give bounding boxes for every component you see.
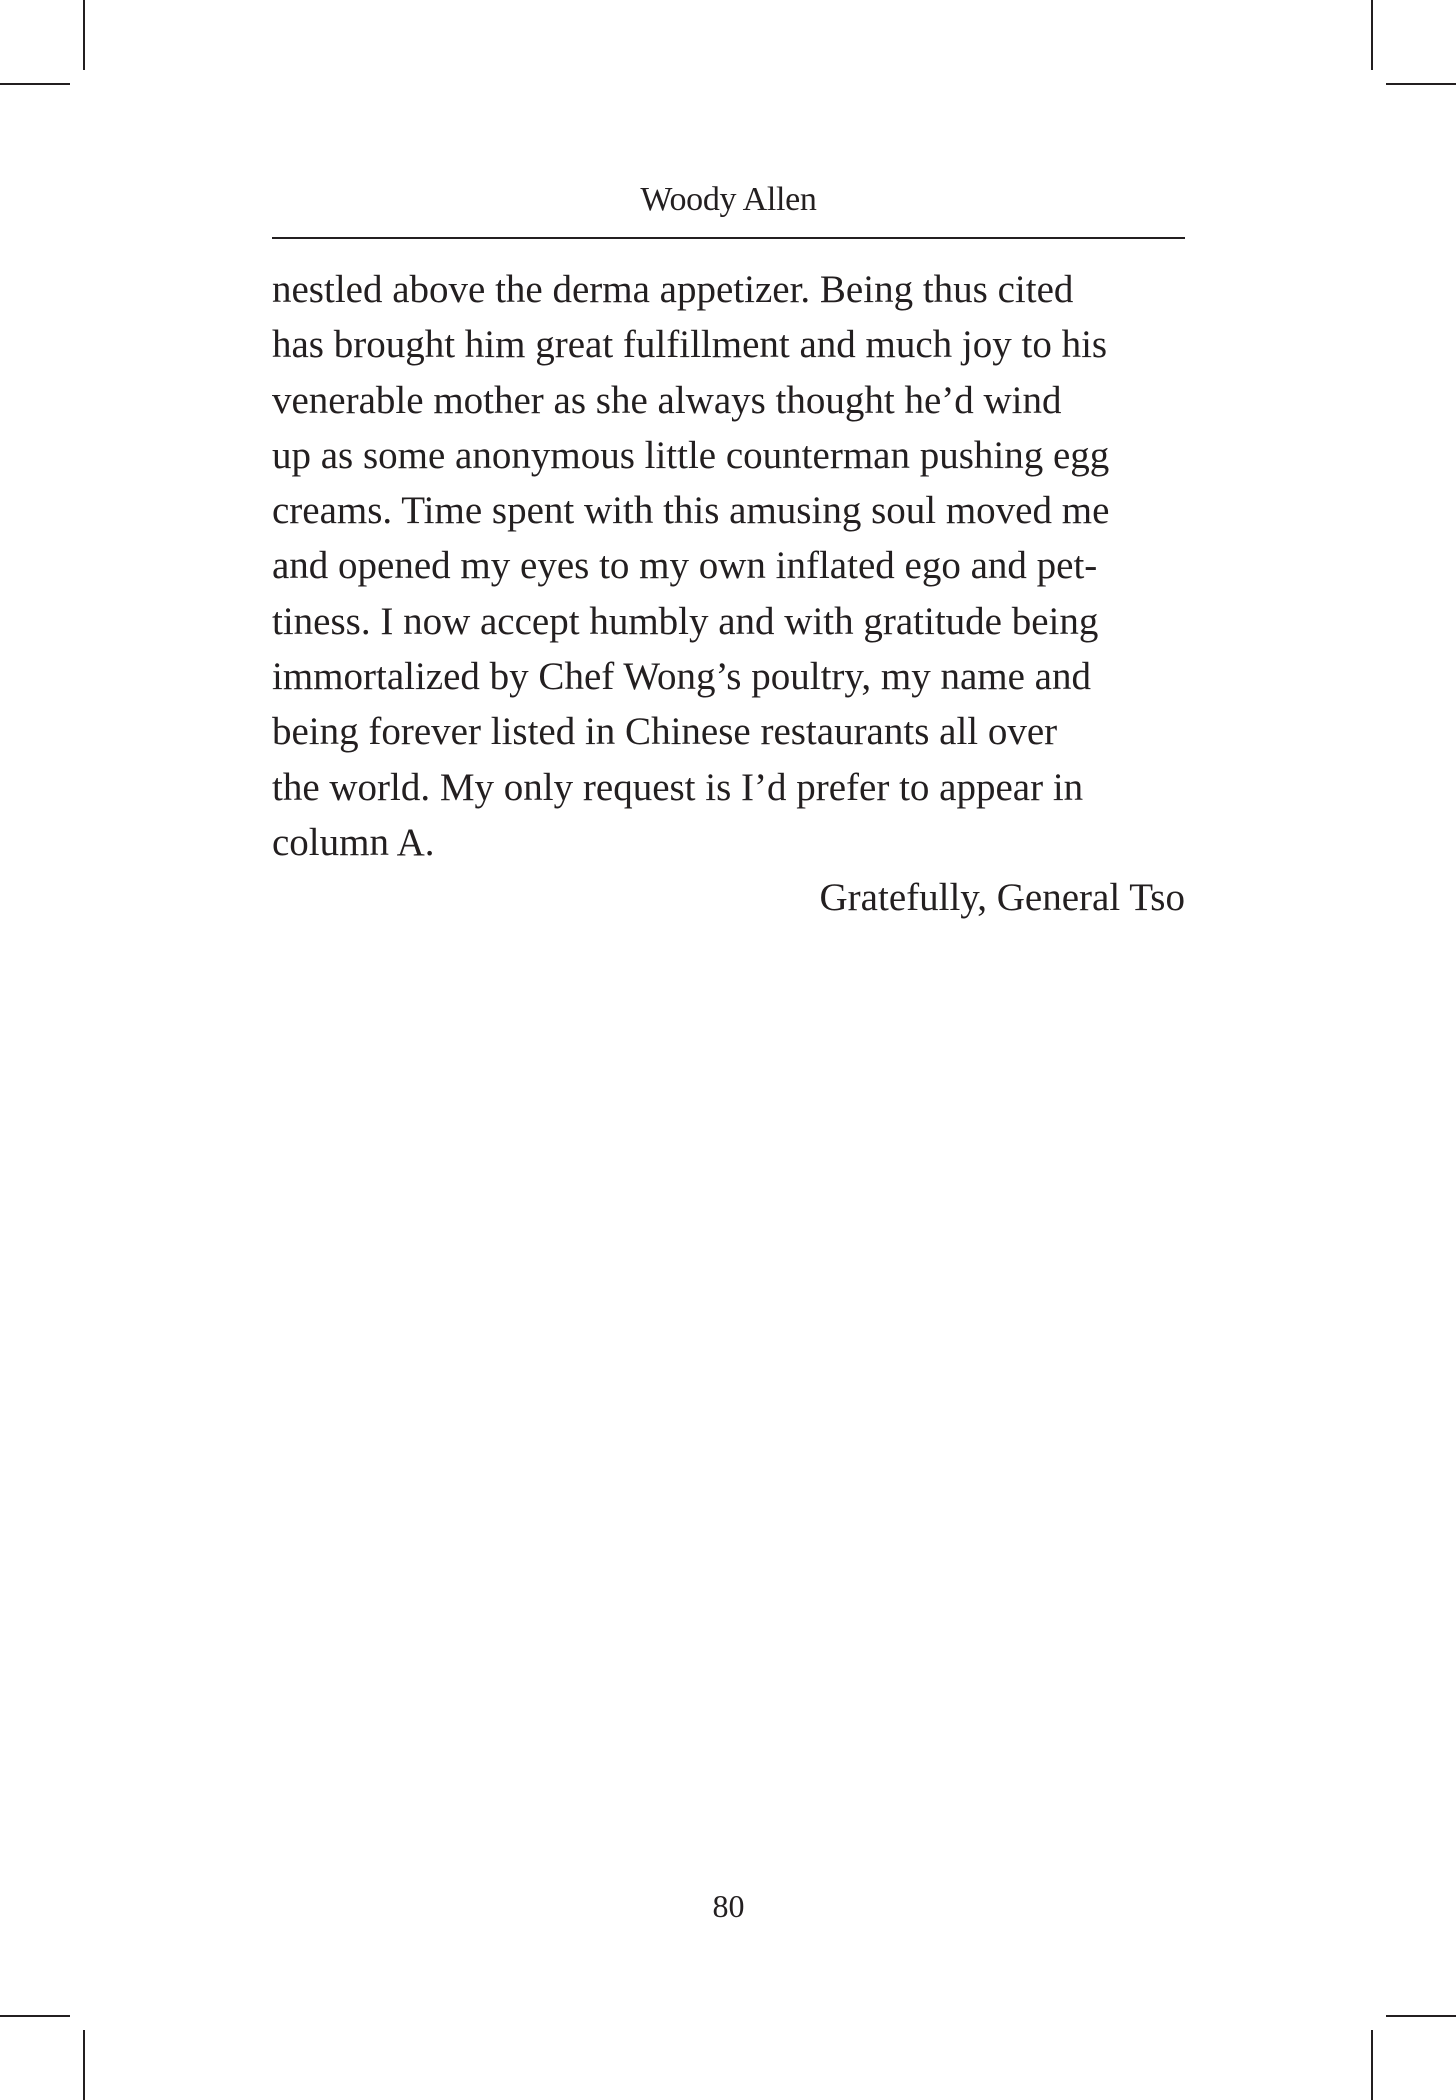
- body-line: tiness. I now accept humbly and with gratitude being: [272, 599, 1099, 643]
- body-line: the world. My only request is I’d prefer to appear in: [272, 765, 1084, 809]
- body-line: being forever listed in Chinese restaurants all over: [272, 710, 1058, 754]
- body-line: nestled above the derma appetizer. Being thus cited: [272, 268, 1074, 311]
- body-line: has brought him great fulfillment and much joy to his: [272, 323, 1108, 367]
- crop-mark-bottom-right-vertical: [1371, 2030, 1373, 2100]
- body-line: immortalized by Chef Wong’s poultry, my name and: [272, 655, 1091, 699]
- crop-mark-bottom-left-horizontal: [0, 2015, 70, 2017]
- crop-mark-bottom-right-horizontal: [1386, 2015, 1456, 2017]
- body-line: column A.: [272, 820, 435, 864]
- running-head: Woody Allen: [640, 181, 817, 218]
- crop-mark-top-left-vertical: [83, 0, 85, 70]
- crop-mark-top-right-horizontal: [1386, 83, 1456, 85]
- crop-mark-bottom-left-vertical: [83, 2030, 85, 2100]
- crop-mark-top-left-horizontal: [0, 83, 70, 85]
- body-text: [272, 262, 1185, 926]
- signature: Gratefully, General Tso: [819, 876, 1185, 920]
- body-line: venerable mother as she always thought he’d wind: [272, 378, 1062, 422]
- body-line: creams. Time spent with this amusing soul moved me: [272, 489, 1110, 533]
- header-rule: [272, 237, 1185, 239]
- body-line: and opened my eyes to my own inflated ego and pet-: [272, 544, 1098, 588]
- body-line: up as some anonymous little counterman pushing egg: [272, 433, 1110, 477]
- crop-mark-top-right-vertical: [1371, 0, 1373, 70]
- page-number: 80: [712, 1888, 745, 1924]
